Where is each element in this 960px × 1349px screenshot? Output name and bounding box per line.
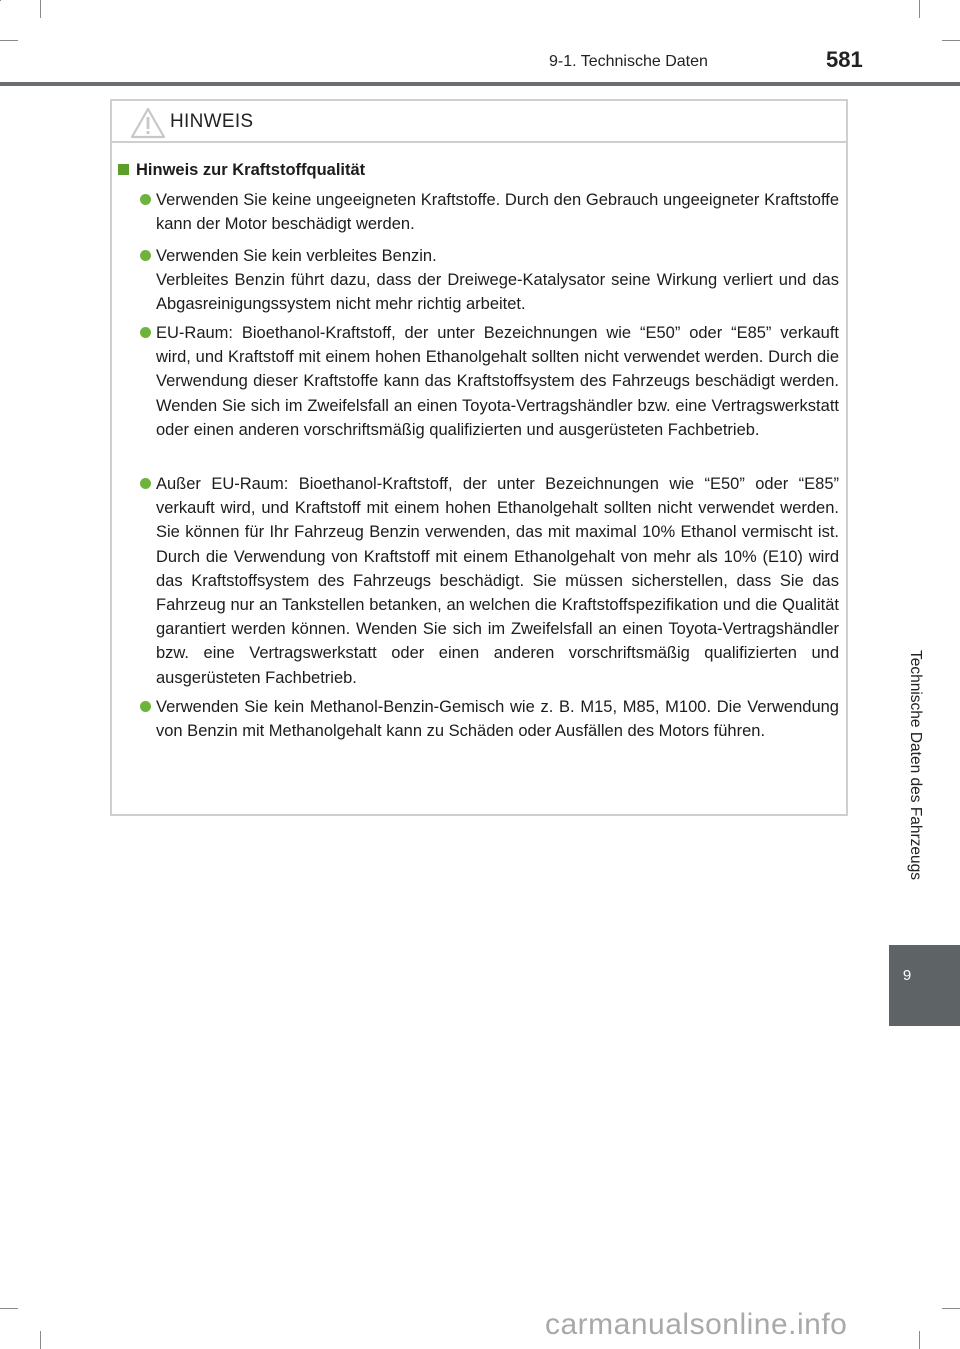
bullet-dot-icon [140,194,151,205]
notice-heading-text: Hinweis zur Kraftstoffqualität [136,161,366,179]
crop-mark [942,40,960,41]
notice-box [110,99,848,816]
crop-mark [919,1331,920,1349]
list-item-text: EU-Raum: Bioethanol-Kraftstoff, der unter Bezeichnungen wie “E50” oder “E85” verkauft wird, und Kraftstoff mit einem hohen Ethanolgehalt sollten nicht verwendet werden. Durch die Verwendung dieser Kraftstoffe kann das Kraftstoffsystem des Fahrzeugs beschädigt werden. Wenden Sie sich im Zweifelsfall an einen Toyota-Vertragshändler bzw. eine Vertragswerkstatt oder einen anderen vorschriftsmäßig qualifizierten und ausgerüsteten Fachbetrieb. [156,324,839,439]
bullet-dot-icon [140,250,151,261]
square-bullet-icon [118,164,129,175]
list-item-text: Außer EU-Raum: Bioethanol-Kraftstoff, der unter Bezeichnungen wie “E50” oder “E85” verkauft wird, und Kraftstoff mit einem hohen Ethanolgehalt sollten nicht verwendet werden. Sie können für Ihr Fahrzeug Benzin verwenden, das mit maximal 10% Ethanol vermischt ist. Durch die Verwendung von Kraftstoff mit einem Ethanolgehalt von mehr als 10% (E10) wird das Kraftstoffsystem des Fahrzeugs beschädigt. Sie müssen sicherstellen, dass Sie das Fahrzeug nur an Tankstellen betanken, an welchen die Kraftstoffspezifikation und die Qualität garantiert werden können. Wenden Sie sich im Zweifelsfall an einen Toyota-Vertragshändler bzw. eine Vertragswerkstatt oder einen anderen vorschriftsmäßig qualifizierten und ausgerüsteten Fachbetrieb. [156,475,839,687]
header-divider [0,82,960,86]
list-item-text: Verwenden Sie kein Methanol-Benzin-Gemisch wie z. B. M15, M85, M100. Die Verwendung von Benzin mit Methanolgehalt kann zu Schäden oder Ausfällen des Motors führen. [156,698,839,741]
chapter-number: 9 [902,967,912,984]
notice-header [112,101,846,143]
crop-mark [40,1331,41,1349]
bullet-dot-icon [140,478,151,489]
crop-mark [942,1308,960,1309]
bullet-dot-icon [140,701,151,712]
watermark: carmanualsonline.info [545,1308,848,1341]
chapter-side-title: Technische Daten des Fahrzeugs [907,650,924,881]
chapter-tab [889,945,960,1026]
warning-triangle-icon [130,107,166,139]
crop-mark [0,0,1,1]
notice-heading [118,161,365,180]
section-title: 9-1. Technische Daten [549,53,708,70]
notice-title: HINWEIS [170,111,254,132]
crop-mark [0,40,18,41]
crop-mark [919,0,920,18]
list-item-text: Verwenden Sie kein verbleites Benzin. Verbleites Benzin führt dazu, dass der Dreiwege-Katalysator seine Wirkung verliert und das Abgasreinigungssystem nicht mehr richtig arbeitet. [156,247,839,314]
crop-mark [40,0,41,18]
page-number: 581 [826,47,863,72]
list-item-text: Verwenden Sie keine ungeeigneten Kraftstoffe. Durch den Gebrauch ungeeigneter Kraftstoffe kann der Motor beschädigt werden. [156,191,839,234]
bullet-dot-icon [140,327,151,338]
crop-mark [0,1308,18,1309]
